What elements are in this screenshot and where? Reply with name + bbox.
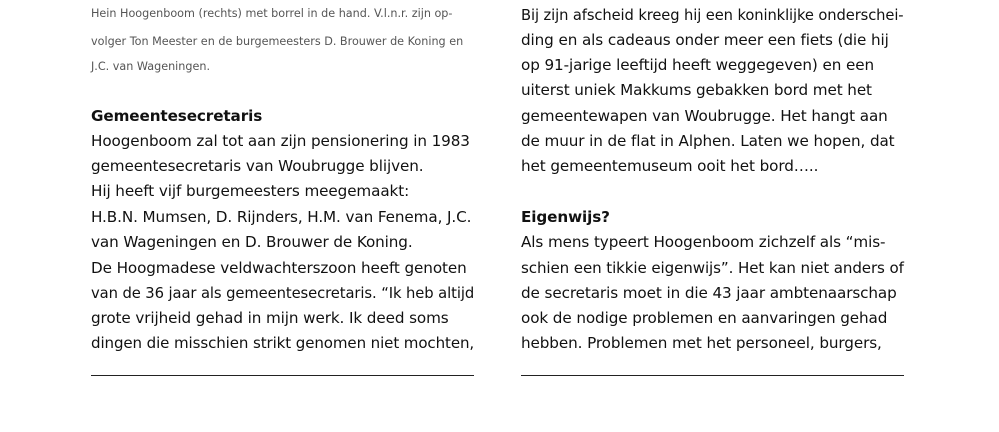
section-heading: Eigenwijs? <box>521 208 610 226</box>
footer-divider <box>521 375 904 376</box>
section-heading: Gemeentesecretaris <box>91 107 263 125</box>
footer-divider <box>91 375 474 376</box>
body-line: het gemeentemuseum ooit het bord….. <box>521 157 819 175</box>
photo-caption-line: J.C. van Wageningen. <box>91 60 211 73</box>
photo-caption-line: volger Ton Meester en de burgemeesters D. Brouwer de Koning en <box>91 35 464 48</box>
body-line: dingen die misschien strikt genomen niet mochten, <box>91 334 475 352</box>
body-line: Als mens typeert Hoogenboom zichzelf als “mis- <box>521 233 886 251</box>
body-line: ook de nodige problemen en aanvaringen gehad <box>521 309 888 327</box>
body-line: Hoogenboom zal tot aan zijn pensionering in 1983 <box>91 132 470 150</box>
body-line: gemeentesecretaris van Woubrugge blijven. <box>91 157 424 175</box>
body-line: van de 36 jaar als gemeentesecretaris. “Ik heb altijd <box>91 284 475 302</box>
body-line: de secretaris moet in die 43 jaar ambtenaarschap <box>521 284 897 302</box>
body-line: gemeentewapen van Woubrugge. Het hangt aan <box>521 107 888 125</box>
body-line: schien een tikkie eigenwijs”. Het kan niet anders of <box>521 259 904 277</box>
body-line: de muur in de flat in Alphen. Laten we hopen, dat <box>521 132 895 150</box>
body-line: De Hoogmadese veldwachterszoon heeft genoten <box>91 259 467 277</box>
body-line: Bij zijn afscheid kreeg hij een koninklijke onderschei- <box>521 6 904 24</box>
photo-caption-line: Hein Hoogenboom (rechts) met borrel in de hand. V.l.n.r. zijn op- <box>91 7 453 20</box>
body-line: Hij heeft vijf burgemeesters meegemaakt: <box>91 182 410 200</box>
body-line: van Wageningen en D. Brouwer de Koning. <box>91 233 413 251</box>
body-line: ding en als cadeaus onder meer een fiets (die hij <box>521 31 889 49</box>
body-line: uiterst uniek Makkums gebakken bord met het <box>521 81 872 99</box>
body-line: op 91-jarige leeftijd heeft weggegeven) en een <box>521 56 874 74</box>
body-line: H.B.N. Mumsen, D. Rijnders, H.M. van Fenema, J.C. <box>91 208 472 226</box>
body-line: grote vrijheid gehad in mijn werk. Ik deed soms <box>91 309 449 327</box>
body-line: hebben. Problemen met het personeel, burgers, <box>521 334 882 352</box>
